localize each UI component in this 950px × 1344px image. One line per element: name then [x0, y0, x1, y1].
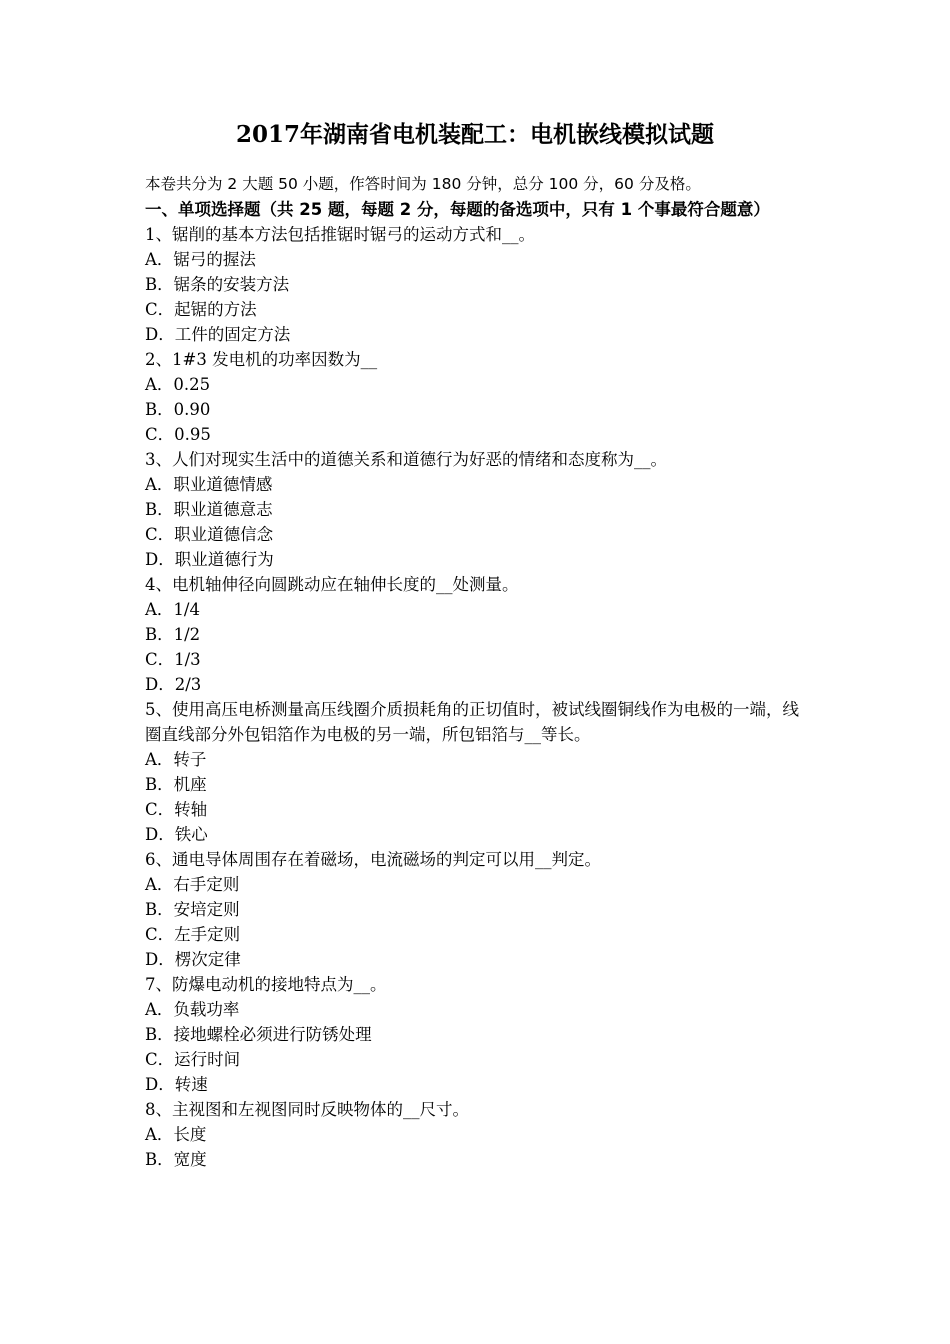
option-d: D．铁心 [145, 825, 208, 844]
question-2 [145, 347, 810, 447]
question-text: 6、通电导体周围存在着磁场，电流磁场的判定可以用__判定。 [145, 850, 601, 869]
document-body [145, 172, 810, 1172]
option-a: A．0.25 [145, 375, 211, 394]
question-1 [145, 222, 810, 347]
option-c: C．1/3 [145, 650, 201, 669]
question-text: 4、电机轴伸径向圆跳动应在轴伸长度的__处测量。 [145, 575, 519, 594]
option-b: B．机座 [145, 775, 207, 794]
option-c: C．起锯的方法 [145, 300, 257, 319]
option-d: D．转速 [145, 1075, 208, 1094]
option-b: B．锯条的安装方法 [145, 275, 290, 294]
option-c: C．职业道德信念 [145, 525, 274, 544]
option-a: A．负载功率 [145, 1000, 240, 1019]
question-text: 8、主视图和左视图同时反映物体的__尺寸。 [145, 1100, 469, 1119]
question-8 [145, 1097, 810, 1172]
option-a: A．职业道德情感 [145, 475, 273, 494]
option-a: A．1/4 [145, 600, 200, 619]
option-a: A．锯弓的握法 [145, 250, 256, 269]
document-title: 2017年湖南省电机装配工：电机嵌线模拟试题 [235, 121, 714, 148]
question-6 [145, 847, 810, 972]
question-text: 3、人们对现实生活中的道德关系和道德行为好恶的情绪和态度称为__。 [145, 450, 667, 469]
option-d: D．职业道德行为 [145, 550, 274, 569]
question-4 [145, 572, 810, 697]
option-d: D．2/3 [145, 675, 202, 694]
option-a: A．长度 [145, 1125, 207, 1144]
option-c: C．运行时间 [145, 1050, 241, 1069]
option-c: C．左手定则 [145, 925, 241, 944]
question-7 [145, 972, 810, 1097]
question-5 [145, 697, 810, 847]
option-b: B．1/2 [145, 625, 201, 644]
option-c: C．0.95 [145, 425, 211, 444]
section-heading: 一、单项选择题（共 25 题，每题 2 分，每题的备选项中，只有 1 个事最符合题意） [145, 200, 770, 219]
option-b: B．安培定则 [145, 900, 240, 919]
option-b: B．职业道德意志 [145, 500, 273, 519]
question-3 [145, 447, 810, 572]
question-text: 7、防爆电动机的接地特点为__。 [145, 975, 387, 994]
option-c: C．转轴 [145, 800, 208, 819]
option-b: B．接地螺栓必须进行防锈处理 [145, 1025, 372, 1044]
question-text: 1、锯削的基本方法包括推锯时锯弓的运动方式和__。 [145, 225, 535, 244]
option-d: D．工件的固定方法 [145, 325, 291, 344]
option-d: D．楞次定律 [145, 950, 241, 969]
option-a: A．转子 [145, 750, 207, 769]
option-a: A．右手定则 [145, 875, 240, 894]
option-b: B．0.90 [145, 400, 211, 419]
question-text: 2、1#3 发电机的功率因数为__ [145, 350, 378, 369]
question-text: 5、使用高压电桥测量高压线圈介质损耗角的正切值时，被试线圈铜线作为电极的一端，线圈直线部分外包铝箔作为电极的另一端，所包铝箔与__等长。 [145, 700, 799, 744]
option-b: B．宽度 [145, 1150, 207, 1169]
exam-intro: 本卷共分为 2 大题 50 小题，作答时间为 180 分钟，总分 100 分，60 分及格。 [145, 175, 701, 193]
